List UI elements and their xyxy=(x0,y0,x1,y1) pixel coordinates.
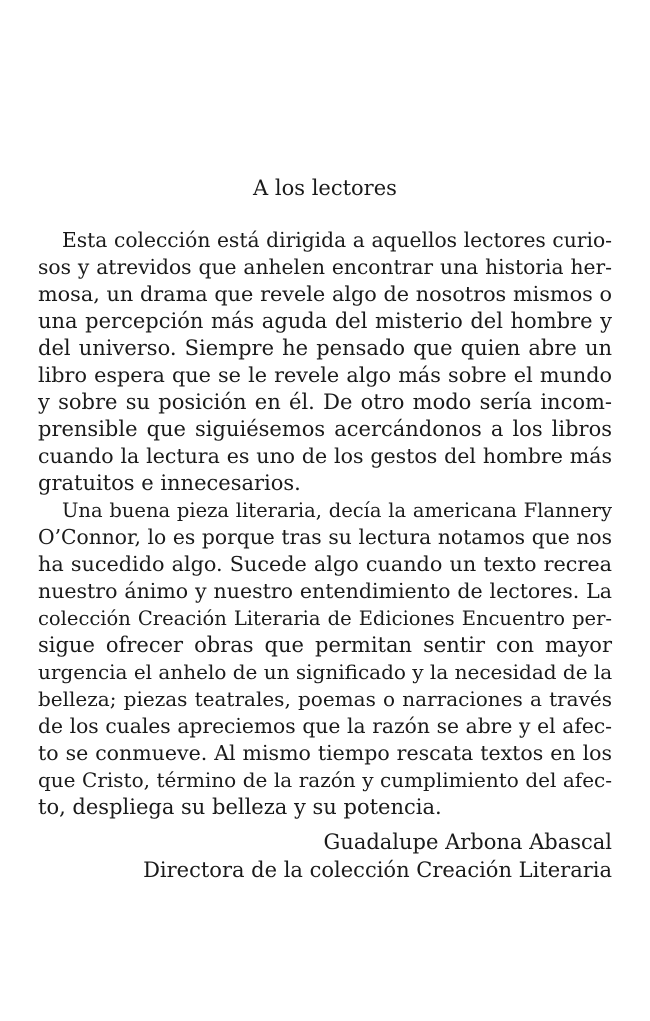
paragraph-line: Esta colección está dirigida a aquellos lectores curio- xyxy=(62,228,612,252)
paragraph-line: sos y atrevidos que anhelen encontrar una historia her- xyxy=(38,255,612,279)
paragraph-line: belleza; piezas teatrales, poemas o narraciones a través xyxy=(38,687,612,711)
paragraph-line: de los cuales apreciemos que la razón se abre y el afec- xyxy=(38,714,612,738)
paragraph-line: sigue ofrecer obras que permitan sentir con mayor xyxy=(38,633,612,657)
page xyxy=(38,0,612,1021)
paragraph-line: O’Connor, lo es porque tras su lectura notamos que nos xyxy=(38,525,612,549)
paragraph-line: una percepción más aguda del misterio del hombre y xyxy=(38,309,612,333)
paragraph-line: nuestro ánimo y nuestro entendimiento de lectores. La xyxy=(38,579,612,603)
signature-name: Guadalupe Arbona Abascal xyxy=(323,830,612,854)
paragraph-line: prensible que siguiésemos acercándonos a los libros xyxy=(38,417,612,441)
paragraph-line: gratuitos e innecesarios. xyxy=(38,471,301,495)
paragraph-line: Una buena pieza literaria, decía la americana Flannery xyxy=(62,499,612,522)
paragraph-line: urgencia el anhelo de un significado y la necesidad de la xyxy=(38,660,613,684)
paragraph-line: del universo. Siempre he pensado que quien abre un xyxy=(38,336,612,360)
paragraph-line: to, despliega su belleza y su potencia. xyxy=(38,795,442,819)
paragraph-line: colección Creación Literaria de Ediciones Encuentro per- xyxy=(38,607,612,630)
paragraph-line: y sobre su posición en él. De otro modo sería incom- xyxy=(38,390,612,414)
paragraph-line: que Cristo, término de la razón y cumplimiento del afec- xyxy=(38,768,612,792)
paragraph-line: ha sucedido algo. Sucede algo cuando un texto recrea xyxy=(38,552,612,576)
paragraph-line: to se conmueve. Al mismo tiempo rescata textos en los xyxy=(38,741,612,765)
page-title: A los lectores xyxy=(253,176,397,200)
paragraph-line: cuando la lectura es uno de los gestos del hombre más xyxy=(38,444,612,468)
paragraph-line: mosa, un drama que revele algo de nosotros mismos o xyxy=(38,282,612,306)
paragraph-line: libro espera que se le revele algo más sobre el mundo xyxy=(38,363,612,387)
signature-role: Directora de la colección Creación Literaria xyxy=(143,858,612,882)
